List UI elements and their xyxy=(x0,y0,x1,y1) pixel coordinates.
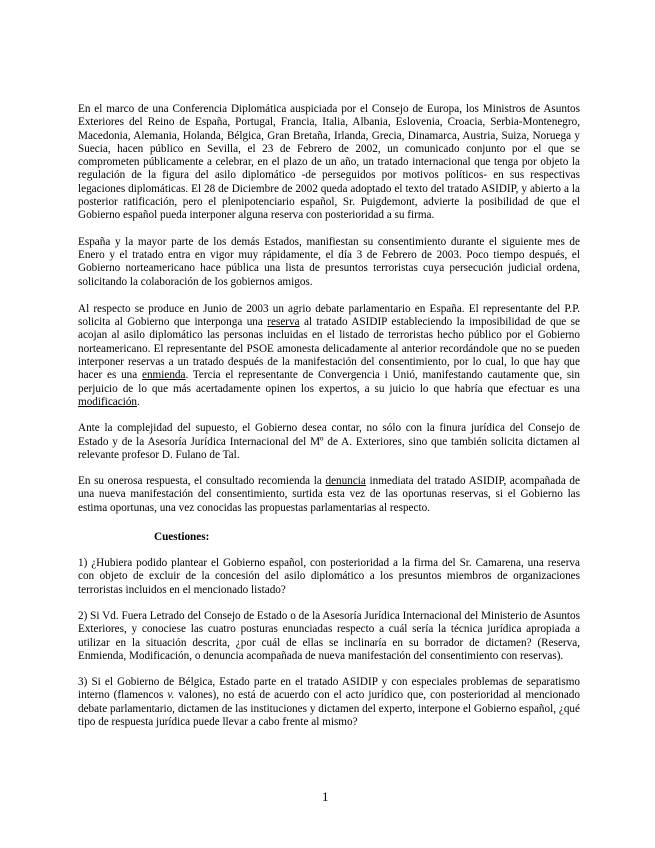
question-2: 2) Si Vd. Fuera Letrado del Consejo de Estado o de la Asesoría Jurídica Internacional del Ministerio de Asuntos Exteriores, y conociese las cuatro posturas enunciadas respecto a cuál sería la técnica jurídica apropiada a utilizar en la situación descrita, ¿por cuál de ellas se inclinaría en su borrador de dictamen? (Reserva, Enmienda, Modificación, o denuncia acompañada de nueva manifestación del consentimiento con reservas). xyxy=(78,609,580,662)
paragraph-dictamen: Ante la complejidad del supuesto, el Gobierno desea contar, no sólo con la finura jurídica del Consejo de Estado y de la Asesoría Jurídica Internacional del Mº de A. Exteriores, sino que también solicita dictamen al relevante profesor D. Fulano de Tal. xyxy=(78,422,580,461)
question-1: 1) ¿Hubiera podido plantear el Gobierno español, con posterioridad a la firma del Sr. Camarena, una reserva con objeto de excluir de la concesión del asilo diplomático a los presuntos miembros de organizaciones terroristas incluidos en el mencionado listado? xyxy=(78,557,580,596)
paragraph-context: En el marco de una Conferencia Diplomática auspiciada por el Consejo de Europa, los Ministros de Asuntos Exteriores del Reino de España, Portugal, Francia, Italia, Albania, Eslovenia, Croacia, Serbia-Montenegro, Macedonia, Alemania, Holanda, Bélgica, Gran Bretaña, Irlanda, Grecia, Dinamarca, Austria, Suiza, Noruega y Suecia, hacen público en Sevilla, el 23 de Febrero de 2002, un comunicado conjunto por el que se comprometen públicamente a celebrar, en el plazo de un año, un tratado internacional que tenga por objeto la regulación de la figura del asilo diplomático -de perseguidos por motivos políticos- en sus respectivas legaciones diplomáticas. El 28 de Diciembre de 2002 queda adoptado el texto del tratado ASIDIP, y abierto a la posterior ratificación, pero el plenipotenciario español, Sr. Puigdemont, advierte la posibilidad de que el Gobierno español pueda interponer alguna reserva con posterioridad a su firma. xyxy=(78,103,580,222)
term-reserva: reserva xyxy=(267,316,300,329)
term-modificacion: modificación xyxy=(78,395,138,408)
document-page xyxy=(78,103,580,742)
question-3: 3) Si el Gobierno de Bélgica, Estado parte en el tratado ASIDIP y con especiales problemas de separatismo interno (flamencos v. valones), no está de acuerdo con el acto jurídico que, con posterioridad al mencionado debate parlamentario, dictamen de las instituciones y dictamen del experto, interpone el Gobierno español, ¿qué tipo de respuesta jurídica puede llevar a cabo frente al mismo? xyxy=(78,676,580,728)
term-denuncia: denuncia xyxy=(325,475,366,488)
paragraph-consent: España y la mayor parte de los demás Estados, manifiestan su consentimiento durante el siguiente mes de Enero y el tratado entra en vigor muy rápidamente, el día 3 de Febrero de 2003. Poco tiempo después, el Gobierno norteamericano hace pública una lista de presuntos terroristas cuya persecución judicial ordena, solicitando la colaboración de los gobiernos amigos. xyxy=(78,235,580,288)
term-enmienda: enmienda xyxy=(142,369,186,382)
paragraph-response: En su onerosa respuesta, el consultado recomienda la denuncia inmediata del tratado ASIDIP, acompañada de una nueva manifestación del consentimiento, surtida esta vez de las oportunas reservas, si el Gobierno las estima oportunas, una vez conocidas las propuestas parlamentarias al respecto. xyxy=(78,475,580,514)
questions-heading: Cuestiones: xyxy=(154,531,210,544)
page-number: 1 xyxy=(322,789,329,804)
paragraph-debate: Al respecto se produce en Junio de 2003 un agrio debate parlamentario en España. El representante del P.P. solicita al Gobierno que interponga una reserva al tratado ASIDIP estableciendo la imposibilidad de que se acojan al asilo diplomático las personas incluidas en el listado de terroristas hecho público por el Gobierno norteamericano. El representante del PSOE amonesta delicadamente al anterior recordándole que no se pueden interponer reservas a un tratado después de la manifestación del consentimiento, por lo cual, lo que hay que hacer es una enmienda. Tercia el representante de Convergencia i Unió, manifestando cautamente que, sin perjuicio de lo que más acertadamente opinen los expertos, a su juicio lo que habría que efectuar es una modificación. xyxy=(78,302,580,408)
